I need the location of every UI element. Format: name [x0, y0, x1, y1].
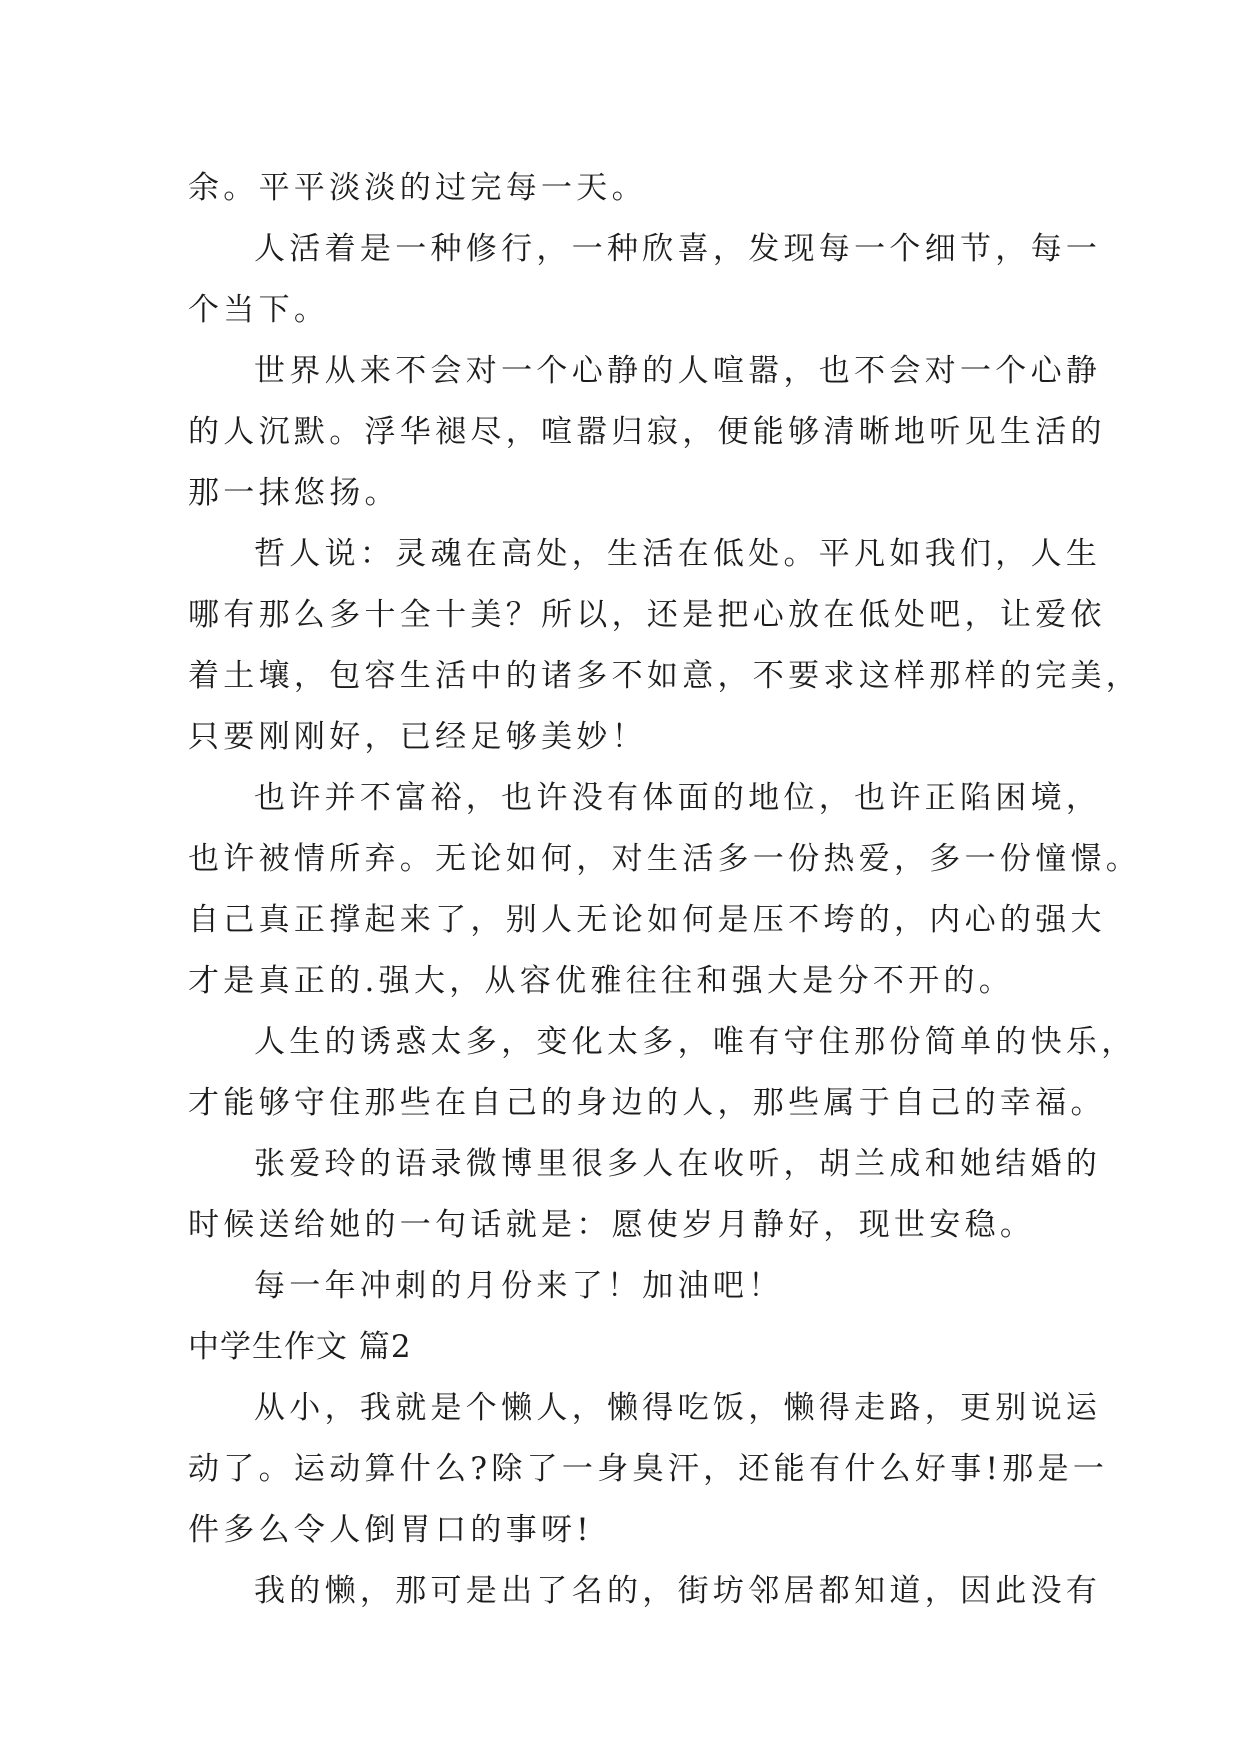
- text-line: 自己真正撑起来了，别人无论如何是压不垮的，内心的强大: [188, 902, 1106, 938]
- text-line: 的人沉默。浮华褪尽，喧嚣归寂，便能够清晰地听见生活的: [188, 414, 1106, 450]
- paragraph-start-line: 世界从来不会对一个心静的人喧嚣，也不会对一个心静: [254, 353, 1102, 389]
- text-line: 哪有那么多十全十美？所以，还是把心放在低处吧，让爱依: [188, 597, 1106, 633]
- paragraph-start-line: 哲人说：灵魂在高处，生活在低处。平凡如我们，人生: [254, 536, 1102, 572]
- paragraph-start-line: 人活着是一种修行，一种欣喜，发现每一个细节，每一: [254, 231, 1102, 267]
- section-heading: 中学生作文 篇2: [188, 1329, 412, 1365]
- text-line: 着土壤，包容生活中的诸多不如意，不要求这样那样的完美，: [188, 658, 1142, 694]
- text-line: 那一抹悠扬。: [188, 475, 400, 511]
- text-line: 才能够守住那些在自己的身边的人，那些属于自己的幸福。: [188, 1085, 1106, 1121]
- paragraph-start-line: 也许并不富裕，也许没有体面的地位，也许正陷困境，: [254, 780, 1102, 816]
- paragraph-start-line: 人生的诱惑太多，变化太多，唯有守住那份简单的快乐，: [254, 1024, 1137, 1060]
- paragraph-start-line: 每一年冲刺的月份来了！加油吧！: [254, 1268, 784, 1304]
- essay-text: [188, 158, 1142, 1622]
- text-line: 才是真正的.强大，从容优雅往往和强大是分不开的。: [188, 963, 1015, 999]
- paragraph-start-line: 张爱玲的语录微博里很多人在收听，胡兰成和她结婚的: [254, 1146, 1102, 1182]
- text-line: 余。平平淡淡的过完每一天。: [188, 170, 647, 206]
- text-line: 只要刚刚好，已经足够美妙！: [188, 719, 647, 755]
- text-line: 动了。运动算什么?除了一身臭汗，还能有什么好事!那是一: [188, 1451, 1109, 1487]
- paragraph-start-line: 从小，我就是个懒人，懒得吃饭，懒得走路，更别说运: [254, 1390, 1102, 1426]
- paragraph-start-line: 我的懒，那可是出了名的，街坊邻居都知道，因此没有: [254, 1573, 1102, 1609]
- text-line: 个当下。: [188, 292, 330, 328]
- text-line: 也许被情所弃。无论如何，对生活多一份热爱，多一份憧憬。: [188, 841, 1142, 877]
- text-line: 件多么令人倒胃口的事呀!: [188, 1512, 594, 1548]
- text-line: 时候送给她的一句话就是：愿使岁月静好，现世安稳。: [188, 1207, 1036, 1243]
